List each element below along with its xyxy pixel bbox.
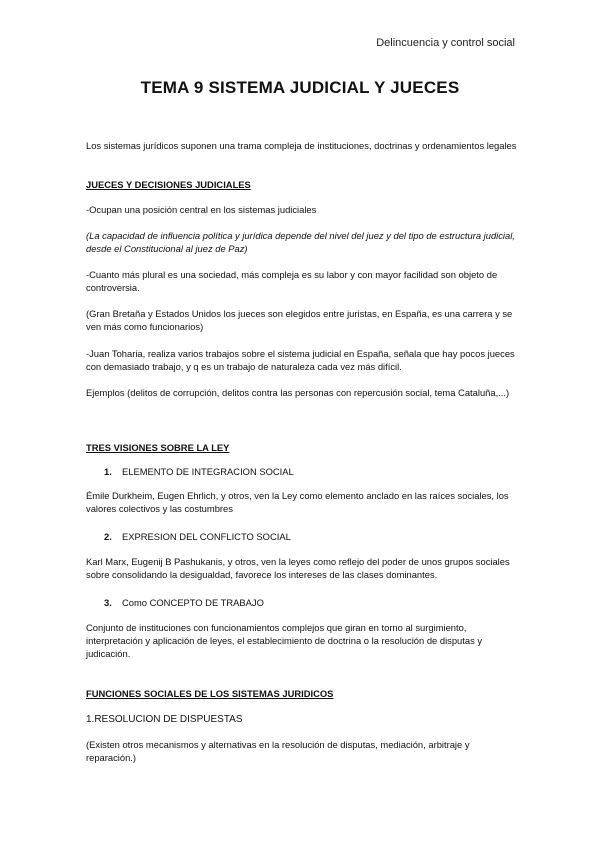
paragraph-gran-bretana: (Gran Bretaña y Estados Unidos los jueces son elegidos entre juristas, en España, es una carrera y se ven más como funcionarios) bbox=[86, 308, 513, 333]
intro-paragraph: Los sistemas jurídicos suponen una trama compleja de instituciones, doctrinas y ordenamientos legales bbox=[86, 140, 517, 151]
paragraph-ejemplos: Ejemplos (delitos de corrupción, delitos contra las personas con repercusión social, tema Cataluña,...) bbox=[86, 387, 510, 398]
paragraph-sociedad-plural: -Cuanto más plural es una sociedad, más compleja es su labor y con mayor facilidad son objeto de controversia. bbox=[86, 269, 498, 294]
paragraph-capacidad-influencia: (La capacidad de influencia política y jurídica depende del nivel del juez y del tipo de estructura judicial, desde el Constitucional al juez de Paz) bbox=[86, 230, 515, 255]
item-label: EXPRESION DEL CONFLICTO SOCIAL bbox=[122, 531, 291, 542]
paragraph-marx: Karl Marx, Eugenij B Pashukanis, y otros, ven la leyes como reflejo del poder de unos grupos sociales sobre consolidando la desigualdad, favorece los intereses de las clases dominantes. bbox=[86, 556, 510, 581]
numbered-item-3 bbox=[104, 596, 264, 609]
paragraph-toharia: -Juan Toharia, realiza varios trabajos sobre el sistema judicial en España, señala que hay pocos jueces con demasiado trabajo, y q es un trabajo de naturaleza cada vez más difícil. bbox=[86, 348, 515, 373]
numbered-item-1 bbox=[104, 465, 294, 478]
paragraph-posicion-central: -Ocupan una posición central en los sistemas judiciales bbox=[86, 204, 317, 215]
numbered-item-2 bbox=[104, 530, 291, 543]
item-number: 1. bbox=[104, 466, 112, 477]
item-number: 2. bbox=[104, 531, 112, 542]
section-heading-visiones: TRES VISIONES SOBRE LA LEY bbox=[86, 442, 230, 453]
section-heading-jueces: JUECES Y DECISIONES JUDICIALES bbox=[86, 179, 251, 190]
item-label: ELEMENTO DE INTEGRACION SOCIAL bbox=[122, 466, 294, 477]
subheading-resolucion: 1.RESOLUCION DE DISPUESTAS bbox=[86, 714, 243, 725]
running-header: Delincuencia y control social bbox=[376, 37, 515, 49]
paragraph-durkheim: Émile Durkheim, Eugen Ehrlich, y otros, ven la Ley como elemento anclado en las raíces sociales, los valores colectivos y las costumbres bbox=[86, 490, 509, 515]
paragraph-concepto-trabajo: Conjunto de instituciones con funcionamientos complejos que giran en torno al surgimiento, interpretación y aplicación de leyes, el establecimiento de doctrina o la resolución de disputas y judicación. bbox=[86, 622, 483, 660]
section-heading-funciones: FUNCIONES SOCIALES DE LOS SISTEMAS JURIDICOS bbox=[86, 688, 334, 699]
item-label: Como CONCEPTO DE TRABAJO bbox=[122, 597, 264, 608]
page-title: TEMA 9 SISTEMA JUDICIAL Y JUECES bbox=[140, 78, 460, 97]
paragraph-mecanismos: (Existen otros mecanismos y alternativas en la resolución de disputas, mediación, arbitraje y reparación.) bbox=[86, 739, 470, 764]
item-number: 3. bbox=[104, 597, 112, 608]
